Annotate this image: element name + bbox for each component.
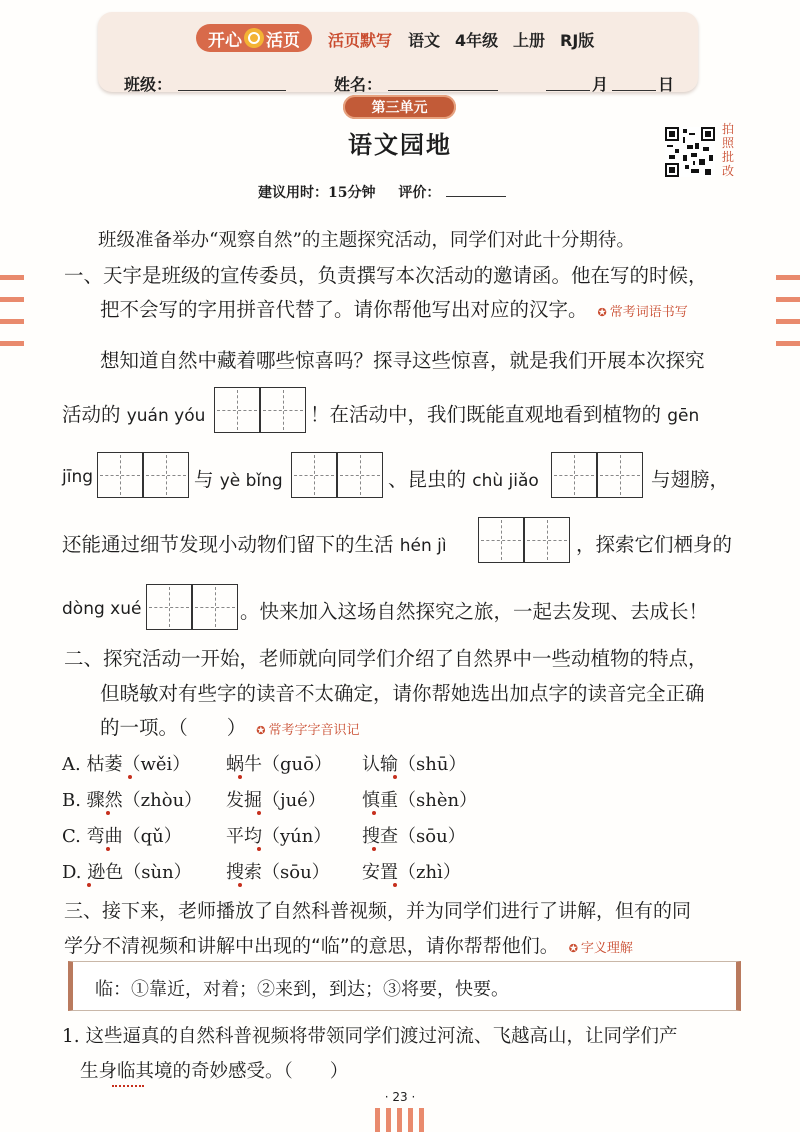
edition: RJ版	[560, 31, 595, 50]
q1-passage-line4b: ，探索它们栖身的	[576, 533, 733, 556]
student-info-row	[98, 60, 698, 100]
emphasis-underline	[112, 1085, 144, 1087]
q3-stem-line2: 学分不清视频和讲解中出现的“临”的意思，请你帮帮他们。 ✪ 字义理解	[64, 935, 633, 957]
option-d-1[interactable]: D. 逊色（sùn）	[62, 862, 192, 883]
q1-passage-line4: 还能通过细节发现小动物们留下的生活 hén jì	[62, 533, 447, 556]
qr-caption: 拍照批改	[721, 122, 734, 178]
target-icon: ✪	[256, 724, 266, 737]
qr-code-icon[interactable]	[665, 127, 715, 177]
option-c-1[interactable]: C. 弯曲（qǔ）	[62, 826, 182, 847]
name-field[interactable]	[388, 90, 498, 91]
option-a-3[interactable]: 认输（shū）	[362, 754, 467, 775]
q1-passage-line5b: 。快来加入这场自然探究之旅，一起去发现、去成长！	[240, 600, 709, 623]
q3-item1-line2[interactable]: 生身临其境的奇妙感受。（ ）	[80, 1061, 349, 1082]
option-b-1[interactable]: B. 骤然（zhòu）	[62, 790, 203, 811]
name-label: 姓名：	[334, 75, 383, 94]
series-name: 活页默写	[328, 31, 393, 50]
side-mark	[419, 1108, 424, 1132]
brand-logo: 开心 活页	[196, 24, 312, 52]
emphasis-dot	[238, 883, 242, 887]
page-title: 语文园地	[348, 131, 452, 159]
pinyin-jing: jīng	[62, 467, 94, 487]
answer-box[interactable]	[146, 584, 192, 630]
option-c-2[interactable]: 平均（yún）	[226, 826, 332, 847]
q1-stem-line2: 把不会写的字用拼音代替了。请你帮他写出对应的汉字。 ✪ 常考词语书写	[100, 298, 688, 321]
day-field[interactable]	[612, 90, 656, 91]
q1-passage-line3b: 与 yè bǐng	[194, 468, 283, 491]
emphasis-dot	[257, 811, 261, 815]
q1-stem-line1: 一、天宇是班级的宣传委员，负责撰写本次活动的邀请函。他在写的时候，	[64, 264, 708, 287]
side-mark	[776, 341, 800, 346]
answer-box[interactable]	[260, 387, 306, 433]
pinyin-yebing: yè bǐng	[219, 471, 283, 491]
target-icon: ✪	[568, 942, 578, 955]
side-mark	[408, 1108, 413, 1132]
side-mark	[776, 297, 800, 302]
class-field[interactable]	[178, 90, 286, 91]
evaluation-field[interactable]	[446, 196, 506, 197]
intro-text: 班级准备举办“观察自然”的主题探究活动，同学们对此十分期待。	[98, 230, 635, 251]
side-mark	[375, 1108, 380, 1132]
emphasis-dot	[393, 883, 397, 887]
grade: 4年级	[455, 31, 499, 50]
q2-stem-line1: 二、探究活动一开始，老师就向同学们介绍了自然界中一些动植物的特点，	[64, 647, 708, 670]
emphasis-dot	[372, 811, 376, 815]
emphasis-dot	[372, 847, 376, 851]
definition-text: 临：①靠近，对着；②来到，到达；③将要，快要。	[95, 979, 509, 1000]
side-mark	[0, 341, 24, 346]
option-c-3[interactable]: 搜查（sōu）	[362, 826, 466, 847]
q1-passage-line2: 活动的 yuán yóu	[62, 403, 206, 426]
q3-tag: ✪ 字义理解	[568, 941, 633, 956]
pinyin-chujiao: chù jiǎo	[472, 471, 539, 491]
option-a-2[interactable]: 蜗牛（guō）	[226, 754, 332, 775]
unit-badge: 第三单元	[343, 95, 456, 119]
emphasis-dot	[106, 847, 110, 851]
term: 上册	[513, 31, 546, 50]
q1-passage-line5	[62, 596, 141, 619]
page-number: · 23 ·	[384, 1090, 416, 1104]
pinyin-henji: hén jì	[399, 536, 447, 556]
q3-item1-line1: 1. 这些逼真的自然科普视频将带领同学们渡过河流、飞越高山，让同学们产	[62, 1026, 678, 1047]
emphasis-dot	[106, 811, 110, 815]
q2-answer-blank[interactable]: 的一项。（ ）	[100, 716, 247, 739]
pinyin-gen: gēn	[667, 406, 700, 426]
side-mark	[0, 275, 24, 280]
emphasis-dot	[128, 775, 132, 779]
option-b-3[interactable]: 慎重（shèn）	[362, 790, 478, 811]
side-mark	[397, 1108, 402, 1132]
q1-passage-line3	[62, 464, 93, 487]
q2-stem-line2: 但晓敏对有些字的读音不太确定，请你帮她选出加点字的读音完全正确	[100, 682, 705, 705]
answer-box[interactable]	[478, 517, 524, 563]
emphasis-dot	[238, 775, 242, 779]
side-mark	[386, 1108, 391, 1132]
answer-box[interactable]	[551, 452, 597, 498]
option-d-3[interactable]: 安置（zhì）	[362, 862, 461, 883]
month-label: 月	[592, 75, 609, 94]
side-mark	[776, 319, 800, 324]
emphasis-dot	[257, 847, 261, 851]
q2-stem-line3	[100, 712, 360, 740]
answer-box[interactable]	[143, 452, 189, 498]
answer-box[interactable]	[597, 452, 643, 498]
answer-box[interactable]	[337, 452, 383, 498]
option-d-2[interactable]: 搜索（sōu）	[226, 862, 330, 883]
header-title-row	[98, 24, 698, 54]
logo-ring-icon	[244, 28, 264, 48]
day-label: 日	[658, 75, 675, 94]
pinyin-yuanyou: yuán yóu	[126, 406, 206, 426]
side-mark	[0, 319, 24, 324]
q1-passage-line3c: 、昆虫的 chù jiǎo	[388, 468, 539, 491]
pinyin-dongxue: dòng xué	[62, 599, 142, 619]
q1-tag: ✪ 常考词语书写	[597, 305, 688, 320]
answer-box[interactable]	[524, 517, 570, 563]
emphasis-dot	[87, 883, 91, 887]
answer-box[interactable]	[97, 452, 143, 498]
answer-box[interactable]	[192, 584, 238, 630]
q1-passage-line3d: 与翅膀，	[651, 468, 730, 491]
side-mark	[0, 297, 24, 302]
q1-passage-line2b: ！在活动中，我们既能直观地看到植物的 gēn	[310, 403, 700, 426]
target-icon: ✪	[597, 306, 607, 319]
month-field[interactable]	[546, 90, 590, 91]
subject: 语文	[408, 31, 441, 50]
option-a-1[interactable]: A. 枯萎（wěi）	[62, 754, 191, 775]
bottom-marks	[375, 1108, 430, 1132]
emphasis-dot	[393, 775, 397, 779]
suggested-time: 建议用时：15分钟 评价：	[258, 182, 506, 202]
side-mark	[776, 275, 800, 280]
q3-stem-line1: 三、接下来，老师播放了自然科普视频，并为同学们进行了讲解，但有的同	[64, 900, 692, 922]
definition-box	[68, 961, 741, 1011]
q2-tag: ✪ 常考字字音识记	[256, 723, 360, 738]
answer-box[interactable]	[214, 387, 260, 433]
answer-box[interactable]	[291, 452, 337, 498]
q1-passage-line1: 想知道自然中藏着哪些惊喜吗？探寻这些惊喜，就是我们开展本次探究	[100, 349, 705, 372]
option-b-2[interactable]: 发掘（jué）	[226, 790, 326, 811]
class-label: 班级：	[124, 75, 173, 94]
worksheet-header	[98, 12, 698, 92]
